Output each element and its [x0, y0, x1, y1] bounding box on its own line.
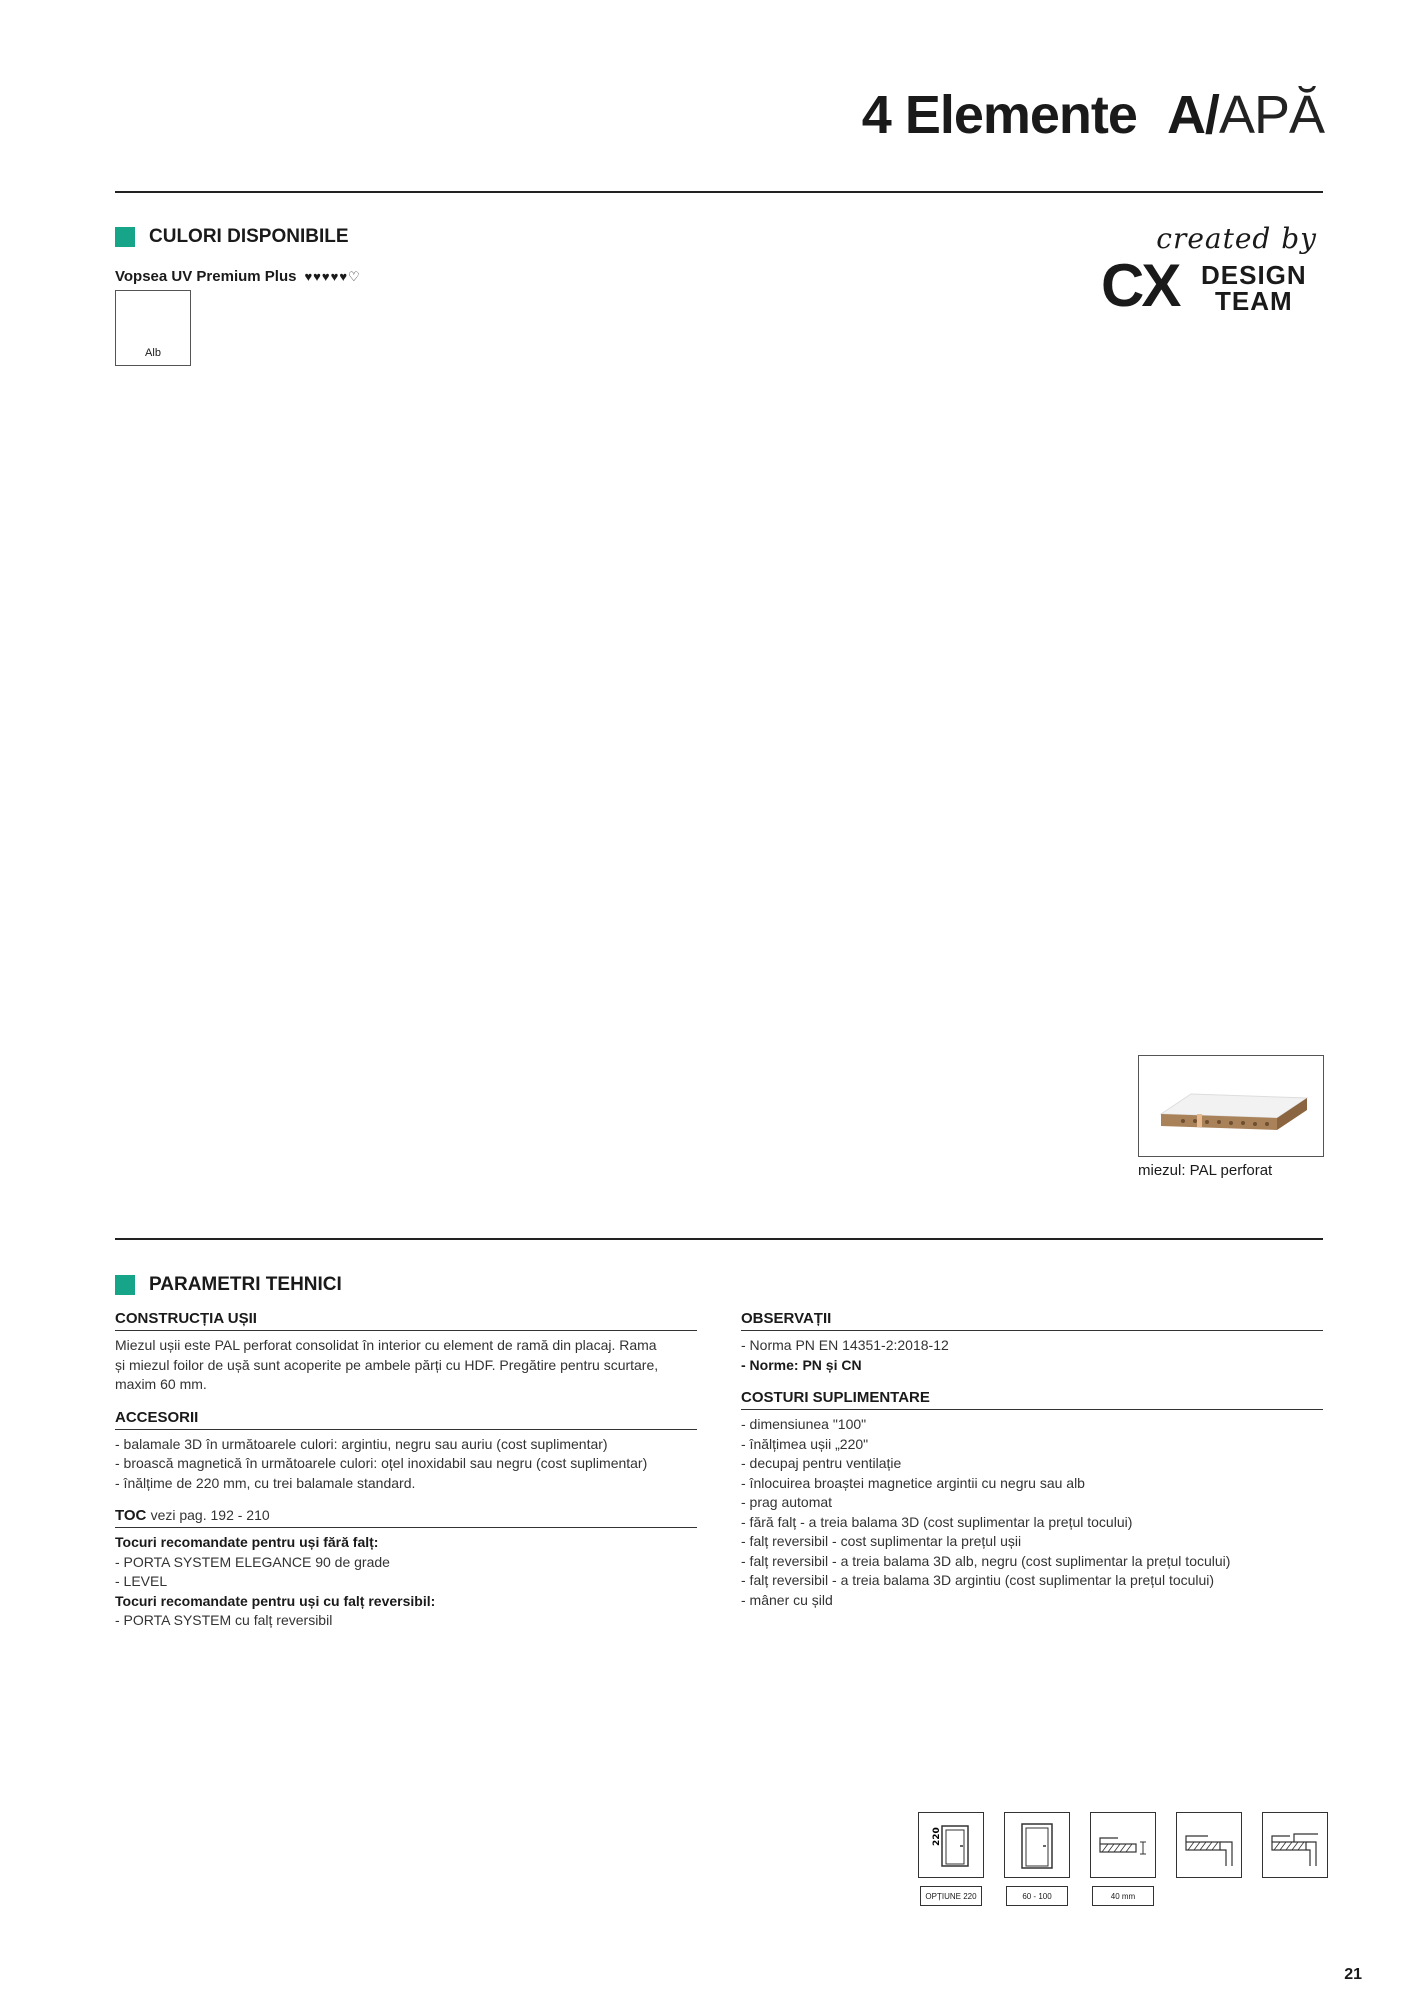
list-item: - Norme: PN și CN: [741, 1356, 862, 1373]
toc-list: [115, 1533, 697, 1631]
thickness-icon: [1090, 1812, 1156, 1878]
core-image: [1138, 1055, 1324, 1157]
toc-page-ref: vezi pag. 192 - 210: [150, 1507, 270, 1523]
logo-line2: TEAM: [1215, 286, 1293, 316]
swatch-label: Alb: [145, 347, 161, 359]
rating-hearts: [304, 269, 359, 285]
logo-mark: CX: [1101, 252, 1179, 319]
page-title: [861, 85, 1324, 145]
list-item: - falț reversibil - a treia balama 3D alb, negru (cost suplimentar la prețul tocului): [741, 1552, 1231, 1569]
top-divider: [115, 191, 1323, 193]
text-line: și miezul foilor de ușă sunt acoperite pe ambele părți cu HDF. Pregătire pentru scurtare,: [115, 1356, 659, 1373]
list-item: - falț reversibil - a treia balama 3D argintiu (cost suplimentar la prețul tocului): [741, 1572, 1215, 1588]
icon-rebate-reversible: [1262, 1812, 1328, 1878]
accessories-title: ACCESORII: [115, 1409, 697, 1430]
paint-label: [115, 268, 360, 285]
rebate-reversible-icon: [1262, 1812, 1328, 1878]
list-item: - fără falț - a treia balama 3D (cost suplimentar la prețul tocului): [741, 1513, 1133, 1530]
list-item: - Norma PN EN 14351-2:2018-12: [741, 1337, 949, 1353]
construction-title: CONSTRUCȚIA UȘII: [115, 1310, 697, 1331]
extra-costs-list: [741, 1415, 1323, 1610]
title-model: 4 Elemente: [861, 85, 1137, 145]
section-marker-icon: [115, 227, 135, 247]
icon-label: 60 - 100: [1006, 1886, 1068, 1906]
list-item: - decupaj pentru ventilație: [741, 1455, 902, 1471]
page-number: 21: [1344, 1966, 1362, 1983]
icon-label: OPȚIUNE 220: [920, 1886, 982, 1906]
icon-thickness: [1090, 1812, 1156, 1906]
list-item: - înălțime de 220 mm, cu trei balamale standard.: [115, 1474, 416, 1491]
list-item: - mâner cu șild: [741, 1591, 833, 1608]
icon-label: 40 mm: [1092, 1886, 1154, 1906]
tech-heading-text: PARAMETRI TEHNICI: [149, 1274, 342, 1295]
title-line: APĂ: [1218, 85, 1324, 145]
list-item: - dimensiunea "100": [741, 1416, 867, 1432]
paint-name: Vopsea UV Premium Plus: [115, 268, 297, 285]
list-item: - PORTA SYSTEM cu falț reversibil: [115, 1612, 333, 1628]
door-width-icon: [1004, 1812, 1070, 1878]
colors-heading-text: CULORI DISPONIBILE: [149, 226, 349, 247]
rebate-none-icon: [1176, 1812, 1242, 1878]
heart-empty-icon: ♡: [348, 268, 360, 284]
heart-icon: ♥: [304, 268, 313, 284]
toc-rec1-title: Tocuri recomandate pentru uși fără falț:: [115, 1534, 379, 1550]
toc-label: TOC: [115, 1507, 147, 1524]
list-item: - broască magnetică în următoarele culori: oțel inoxidabil sau negru (cost suplimentar): [115, 1455, 648, 1471]
toc-rec2-title: Tocuri recomandate pentru uși cu falț reversibil:: [115, 1592, 436, 1609]
list-item: - înlocuirea broaștei magnetice argintii cu negru sau alb: [741, 1474, 1085, 1491]
heart-icon: ♥: [321, 268, 330, 284]
core-cross-section-icon: [1139, 1056, 1323, 1156]
list-item: - LEVEL: [115, 1573, 168, 1589]
color-swatch-alb[interactable]: [115, 290, 191, 366]
middle-divider: [115, 1238, 1323, 1240]
logo-wordmark: [1201, 262, 1307, 314]
logo-script: created by: [1156, 222, 1317, 255]
title-series: A/: [1166, 85, 1219, 145]
logo-line1: DESIGN: [1201, 260, 1307, 290]
cx-design-team-logo: [1095, 222, 1327, 322]
list-item: - înălțimea ușii „220": [741, 1435, 869, 1452]
tech-right-column: [741, 1310, 1323, 1610]
section-marker-icon: [115, 1275, 135, 1295]
text-line: maxim 60 mm.: [115, 1376, 207, 1392]
heart-icon: ♥: [313, 268, 321, 284]
list-item: - prag automat: [741, 1494, 833, 1510]
extra-costs-title: COSTURI SUPLIMENTARE: [741, 1389, 1323, 1410]
core-caption: miezul: PAL perforat: [1138, 1162, 1273, 1179]
door-220-icon: [918, 1812, 984, 1878]
list-item: - balamale 3D în următoarele culori: argintiu, negru sau auriu (cost suplimentar): [115, 1435, 608, 1452]
icon-rebate-none: [1176, 1812, 1242, 1878]
construction-text: [115, 1336, 697, 1395]
icon-option-220: [918, 1812, 984, 1906]
list-item: - falț reversibil - cost suplimentar la prețul ușii: [741, 1533, 1022, 1549]
toc-title: [115, 1507, 697, 1528]
accessories-list: [115, 1435, 697, 1494]
observations-title: OBSERVAȚII: [741, 1310, 1323, 1331]
text-line: Miezul ușii este PAL perforat consolidat în interior cu element de ramă din placaj. Rama: [115, 1337, 657, 1353]
tech-left-column: [115, 1310, 697, 1631]
list-item: - PORTA SYSTEM ELEGANCE 90 de grade: [115, 1553, 390, 1570]
tech-heading: [115, 1274, 342, 1296]
colors-heading: [115, 226, 349, 248]
icon-220-text: 220: [932, 1827, 942, 1846]
icon-door-width: [1004, 1812, 1070, 1906]
heart-icon: ♥: [339, 268, 348, 284]
heart-icon: ♥: [330, 268, 339, 284]
observations-list: [741, 1336, 1323, 1375]
